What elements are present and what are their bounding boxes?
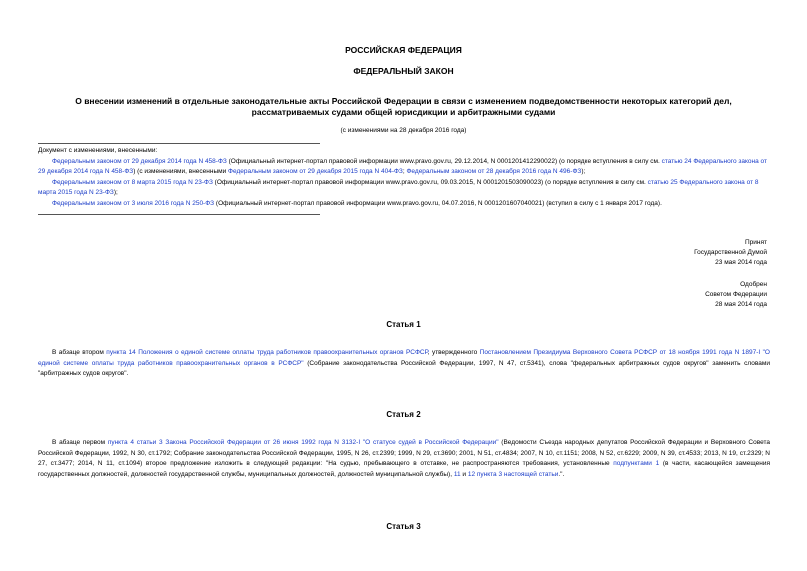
law-link[interactable]: Федеральным законом от 8 марта 2015 года N 23-ФЗ [52, 178, 213, 186]
law-link[interactable]: 11 [453, 470, 461, 478]
change-text: ) (с изменениями, внесенными [133, 168, 229, 175]
approval-block [705, 280, 767, 310]
law-link[interactable]: статью 24 Федерального закона от 29 декабря 2014 года N 458-ФЗ [38, 157, 768, 175]
approval-line: Одобрен [740, 281, 767, 288]
law-link[interactable]: подпунктами 1 [613, 460, 660, 467]
article-text: В абзаце втором [52, 349, 107, 356]
law-link[interactable]: Федеральным законом от 29 декабря 2015 года N 404-ФЗ [228, 168, 403, 175]
change-item [38, 157, 770, 178]
article-text: и [460, 470, 468, 478]
adoption-line: Принят [744, 239, 767, 246]
changes-intro: Документ с изменениями, внесенными: [38, 147, 158, 154]
law-link[interactable]: Федеральным законом от 29 декабря 2014 года N 458-ФЗ [52, 157, 227, 165]
article-2-body [38, 438, 770, 480]
law-link[interactable]: статью 25 Федерального закона от 8 марта 2015 года N 23-ФЗ [38, 178, 759, 196]
revision-note: (с изменениями на 28 декабря 2016 года) [340, 127, 467, 134]
article-text: (Собрание законодательства Российской Федерации, 1997, N 47, ст.5341), слова "федеральных арбитражных судов округов" заменить словами "арбитражных судов округов". [38, 359, 770, 377]
article-1-body [38, 348, 770, 380]
document-title [0, 96, 807, 118]
article-2-paragraph [38, 438, 770, 480]
article-3-heading: Статья 3 [386, 522, 421, 531]
change-item [38, 199, 770, 210]
law-link[interactable]: Федеральным законом от 3 июля 2016 года N 250-ФЗ [52, 199, 215, 207]
adoption-date: 23 мая 2014 года [715, 259, 767, 266]
article-text: (Ведомости Съезда народных депутатов Российской Федерации и Верховного Совета Российской Федерации, 1992, N 30, ст.1792; Собрание законодательства Российской Федерации, 1995, N 26, ст.2399; 1999, N 29, ст.3690; 2001, N 51, ст.4834; 2007, N 10, ст.1151; 2008, N 52, ст.6229; 2009, N 39, ст.4533; 2013, N 19, ст.2329; N 27, ст.3477; 2014, N 11, ст.1094) второе предложение изложить в следующей редакции: "На судью, пребывающего в отставке, не распространяются требования, установленные [38, 439, 770, 467]
law-link[interactable]: Федеральным законом от 28 декабря 2016 года N 496-ФЗ [406, 168, 582, 175]
change-text: (Официальный интернет-портал правовой информации www.pravo.gov.ru, 09.03.2015, N 0001201503090023) (о порядке вступления в силу см. [212, 178, 648, 186]
adoption-line: Государственной Думой [694, 249, 767, 256]
change-text: ); [113, 189, 118, 196]
article-text: В абзаце первом [52, 439, 108, 446]
change-text: ); [581, 168, 586, 175]
approval-line: Советом Федерации [705, 291, 767, 298]
change-item [38, 178, 770, 199]
change-text: ; [402, 168, 407, 175]
law-link[interactable]: пункта 4 статьи 3 Закона Российской Федерации от 26 июня 1992 года N 3132-I "О статусе судей в Российской Федерации" [107, 439, 499, 446]
article-1-heading: Статья 1 [386, 320, 421, 329]
document-type-heading: ФЕДЕРАЛЬНЫЙ ЗАКОН [353, 66, 454, 76]
change-text: (Официальный интернет-портал правовой информации www.pravo.gov.ru, 29.12.2014, N 0001201412290022) (о порядке вступления в силу см. [226, 157, 662, 165]
law-link[interactable]: 12 пункта 3 настоящей статьи [467, 470, 559, 478]
law-link[interactable]: Постановлением Президиума Верховного Совета РСФСР от 18 ноября 1991 года N 1897-I "О единой системе оплаты труда работников правоохранительных органов в РСФСР" [38, 349, 770, 367]
approval-date: 28 мая 2014 года [715, 301, 767, 308]
changes-block [38, 146, 770, 209]
country-heading: РОССИЙСКАЯ ФЕДЕРАЦИЯ [345, 45, 462, 55]
article-text: , утвержденного [427, 349, 480, 356]
law-link[interactable]: пункта 14 Положения о единой системе оплаты труда работников правоохранительных органов РСФСР [106, 349, 428, 356]
title-line-1: О внесении изменений в отдельные законодательные акты Российской Федерации в связи с изменением подведомственности некоторых категорий дел, [75, 96, 732, 106]
article-2-heading: Статья 2 [386, 410, 421, 419]
article-text: (в части, касающейся замещения государственных должностей, должностей государственной службы, муниципальных должностей, должностей муниципальной службы), [38, 460, 770, 478]
change-text: (Официальный интернет-портал правовой информации www.pravo.gov.ru, 04.07.2016, N 0001201607040021) (вступил в силу с 1 января 2017 года). [214, 199, 662, 207]
article-1-paragraph [38, 348, 770, 380]
article-text: .". [558, 470, 565, 478]
divider-bottom [38, 214, 320, 215]
divider-top [38, 143, 320, 144]
adoption-block [694, 238, 767, 268]
title-line-2: рассматриваемых судами общей юрисдикции и арбитражными судами [251, 107, 556, 117]
